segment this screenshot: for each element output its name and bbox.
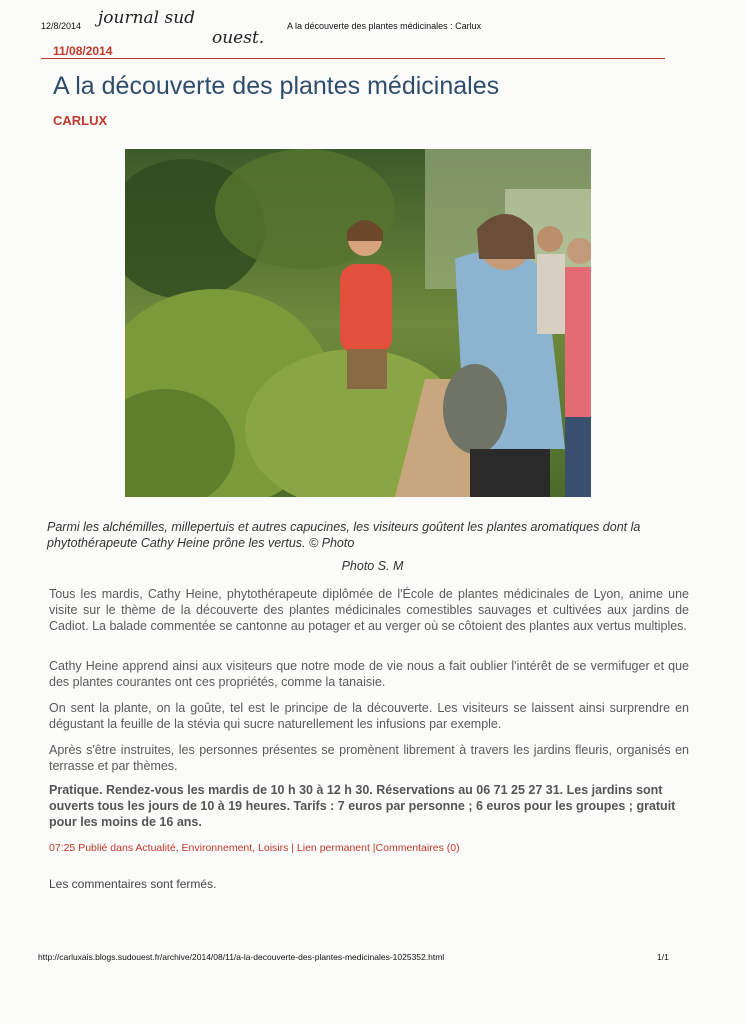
article-photo bbox=[125, 149, 591, 497]
footer-url: http://carluxais.blogs.sudouest.fr/archive/2014/08/11/a-la-decouverte-des-plantes-medicinales-1025352.html bbox=[38, 952, 445, 962]
category-link-actualite[interactable]: Actualité bbox=[135, 842, 176, 854]
permalink[interactable]: Lien permanent bbox=[296, 842, 370, 854]
category-link-environnement[interactable]: Environnement bbox=[181, 842, 253, 854]
garden-photo-illustration bbox=[125, 149, 591, 497]
photo-caption: Parmi les alchémilles, millepertuis et autres capucines, les visiteurs goûtent les plantes aromatiques dont la phytothérapeute Cathy Heine prône les vertus. © Photo bbox=[47, 520, 641, 550]
handwritten-note-line1: journal sud bbox=[98, 8, 196, 28]
article-paragraph-3: On sent la plante, on la goûte, tel est le principe de la découverte. Les visiteurs se laissent ainsi surprendre en dégustant la feuille de la stévia qui sucre naturellement les infusions par exemple. bbox=[49, 701, 689, 731]
comments-link[interactable]: Commentaires (0) bbox=[375, 842, 460, 854]
category-link-loisirs[interactable]: Loisirs bbox=[258, 842, 289, 854]
footer-page-count: 1/1 bbox=[657, 952, 669, 962]
article-location: CARLUX bbox=[53, 113, 108, 128]
handwritten-note-line2: ouest. bbox=[212, 28, 265, 48]
comments-closed-notice: Les commentaires sont fermés. bbox=[49, 877, 217, 891]
print-date: 12/8/2014 bbox=[41, 21, 82, 31]
post-meta: 07:25 Publié dans Actualité, Environnement, Loisirs | Lien permanent |Commentaires (0) bbox=[49, 842, 460, 854]
article-title: A la découverte des plantes médicinales bbox=[53, 72, 500, 100]
article-paragraph-1: Tous les mardis, Cathy Heine, phytothérapeute diplômée de l'École de plantes médicinales de Lyon, anime une visite sur le thème de la découverte des plantes médicinales comestibles sauvages et cultivées aux jardins de Cadiot. La balade commentée se cantonne au potager et au verger où se côtoient des plantes aux vertus multiples. bbox=[49, 587, 689, 633]
article-paragraph-4: Après s'être instruites, les personnes présentes se promènent librement à travers les jardins fleuris, organisés en terrasse et par thèmes. bbox=[49, 743, 689, 773]
photo-credit: Photo S. M bbox=[341, 559, 404, 573]
publish-time: 07:25 Publié dans bbox=[49, 842, 134, 854]
article-paragraph-2: Cathy Heine apprend ainsi aux visiteurs que notre mode de vie nous a fait oublier l'intérêt de se vermifuger et que des plantes courantes ont ces propriétés, comme la tanaisie. bbox=[49, 659, 689, 689]
article-date: 11/08/2014 bbox=[53, 44, 113, 58]
practical-info: Pratique. Rendez-vous les mardis de 10 h 30 à 12 h 30. Réservations au 06 71 25 27 31. Les jardins sont ouverts tous les jours de 10 à 19 heures. Tarifs : 7 euros par personne ; 6 euros pour les groupes ; gratuit pour les moins de 16 ans. bbox=[49, 783, 676, 829]
print-page-title: A la découverte des plantes médicinales : Carlux bbox=[287, 21, 482, 31]
header-divider bbox=[41, 58, 665, 59]
